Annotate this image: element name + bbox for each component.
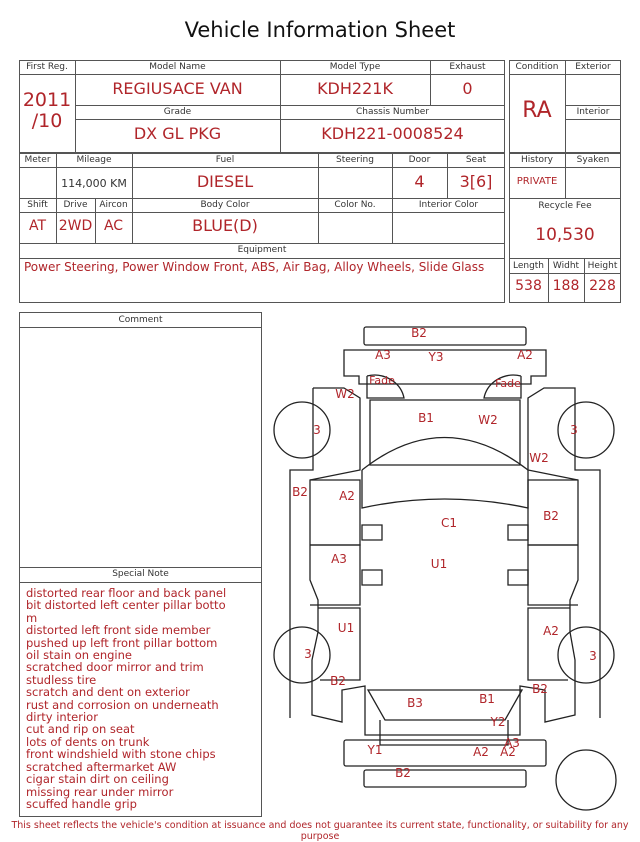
- tire-rear-left-shape: [274, 627, 330, 683]
- length-value: 538: [515, 278, 542, 294]
- special-note-item: bit distorted left center pillar botto: [26, 598, 226, 613]
- side-right-mid: [528, 545, 578, 605]
- step-left: [362, 570, 382, 585]
- meter-label: Meter: [24, 155, 51, 165]
- special-note-item: studless tire: [26, 672, 97, 687]
- history-label: History: [520, 155, 554, 165]
- mark-tire-front-left: 3: [313, 423, 321, 437]
- mark-door-left-a2: A2: [339, 489, 355, 503]
- door-label: Door: [408, 155, 431, 165]
- special-note-item: scratched aftermarket AW: [26, 759, 177, 774]
- mark-pillar-right: W2: [529, 451, 549, 465]
- history-value: PRIVATE: [516, 176, 558, 187]
- chassis-label: Chassis Number: [355, 107, 430, 117]
- roof-front-panel: [362, 470, 528, 508]
- mark-tail-b1: B1: [479, 692, 495, 706]
- mark-tail-y2: Y2: [490, 715, 506, 729]
- step-right: [508, 570, 528, 585]
- windshield-shape: [370, 400, 520, 465]
- comment-label: Comment: [118, 315, 163, 325]
- recycle-fee-value: 10,530: [535, 225, 595, 245]
- model-name-label: Model Name: [149, 62, 206, 72]
- mark-roof-b1: B1: [418, 411, 434, 425]
- recycle-fee-label: Recycle Fee: [538, 201, 592, 211]
- first-reg-month: /10: [31, 110, 63, 132]
- mark-fade-left: Fade: [369, 374, 395, 387]
- grade-label: Grade: [163, 107, 192, 117]
- tire-front-left-shape: [274, 402, 330, 458]
- special-note-item: distorted rear floor and back panel: [26, 586, 227, 600]
- mark-rear-left-b2: B2: [330, 674, 346, 688]
- interior-color-label: Interior Color: [418, 200, 479, 210]
- special-note-item: rust and corrosion on underneath: [26, 697, 219, 712]
- door-value: 4: [414, 172, 425, 191]
- special-note-item: dirty interior: [26, 710, 98, 725]
- mark-roof-w2: W2: [478, 413, 498, 427]
- width-value: 188: [552, 278, 580, 294]
- chassis-value: KDH221-0008524: [321, 124, 464, 143]
- width-label: Widht: [552, 261, 580, 271]
- mark-front-right: A2: [517, 348, 533, 362]
- special-note-item: scratched door mirror and trim: [26, 660, 204, 675]
- aircon-label: Aircon: [99, 200, 128, 210]
- mirror-right: [508, 525, 528, 540]
- height-label: Height: [587, 261, 618, 271]
- mileage-label: Mileage: [76, 155, 112, 165]
- equipment-value: Power Steering, Power Window Front, ABS, Air Bag, Alloy Wheels, Slide Glass: [24, 260, 485, 274]
- mark-front-left: A3: [375, 348, 391, 362]
- mark-tire-rear-right: 3: [589, 649, 597, 663]
- seat-label: Seat: [465, 155, 487, 165]
- mark-rear-a3: A3: [504, 736, 520, 750]
- drive-label: Drive: [63, 200, 88, 210]
- grade-value: DX GL PKG: [133, 124, 222, 143]
- disclaimer-footer: This sheet reflects the vehicle's condition at issuance and does not guarantee its current state, functionality, or suitability for any purpose: [11, 820, 629, 842]
- model-type-value: KDH221K: [317, 79, 393, 98]
- special-note-item: pushed up left front pillar bottom: [26, 635, 218, 650]
- mark-tire-rear-left: 3: [304, 647, 312, 661]
- body-color-label: Body Color: [200, 200, 250, 210]
- mileage-value: 114,000 KM: [61, 177, 127, 190]
- rear-step-shape: [364, 770, 526, 787]
- mark-front-center: Y3: [428, 350, 444, 364]
- first-reg-label: First Reg.: [26, 62, 68, 72]
- mark-rear-a2a: A2: [473, 745, 489, 759]
- exhaust-label: Exhaust: [449, 62, 486, 72]
- first-reg-year: 2011: [22, 89, 72, 111]
- seat-value: 3[6]: [459, 172, 493, 191]
- special-note-item: front windshield with stone chips: [26, 747, 216, 762]
- condition-value: RA: [522, 98, 552, 123]
- aircon-value: AC: [103, 218, 124, 234]
- height-value: 228: [589, 278, 616, 294]
- special-note-label: Special Note: [112, 569, 169, 579]
- shift-value: AT: [28, 218, 47, 234]
- special-note-item: missing rear under mirror: [26, 784, 174, 799]
- mark-rear-y1: Y1: [367, 743, 383, 757]
- special-note-item: oil stain on engine: [26, 648, 132, 663]
- body-outline-right: [310, 388, 600, 735]
- model-type-label: Model Type: [329, 62, 381, 72]
- special-note-item: m: [26, 610, 38, 625]
- tire-front-right-shape: [558, 402, 614, 458]
- exhaust-value: 0: [462, 79, 473, 98]
- mark-rear-left-u1: U1: [337, 621, 355, 635]
- tire-rear-right-shape: [558, 627, 614, 683]
- length-label: Length: [512, 261, 545, 271]
- mark-door-left-a3: A3: [331, 552, 347, 566]
- mark-floor-u1: U1: [430, 557, 448, 571]
- rear-left-door: [318, 608, 360, 680]
- fuel-label: Fuel: [215, 155, 235, 165]
- mark-roof-c1: C1: [440, 516, 458, 530]
- front-bumper-shape: [364, 327, 526, 345]
- page-title: Vehicle Information Sheet: [184, 18, 456, 42]
- mark-side-right-b2: B2: [543, 509, 559, 523]
- exterior-label: Exterior: [575, 62, 611, 72]
- syaken-label: Syaken: [576, 155, 610, 165]
- special-note-item: lots of dents on trunk: [26, 734, 150, 749]
- mark-tail-b3: B3: [407, 696, 423, 710]
- steering-label: Steering: [336, 155, 374, 165]
- spare-tire-shape: [556, 750, 616, 810]
- mark-rear-a2b: A2: [500, 745, 516, 759]
- mirror-left: [362, 525, 382, 540]
- drive-value: 2WD: [58, 218, 93, 234]
- special-note-item: scratch and dent on exterior: [26, 685, 190, 700]
- mark-bottom-bumper: B2: [395, 766, 411, 780]
- special-note-item: distorted left front side member: [26, 623, 211, 638]
- special-note-item: cut and rip on seat: [26, 722, 135, 737]
- special-note-item: cigar stain dirt on ceiling: [26, 772, 169, 787]
- mark-pillar-left: W2: [335, 387, 355, 401]
- mark-tire-front-right: 3: [570, 423, 578, 437]
- fuel-value: DIESEL: [196, 172, 254, 191]
- rear-right-door: [528, 608, 570, 680]
- body-color-value: BLUE(D): [192, 216, 258, 235]
- mark-side-left-b2: B2: [292, 485, 308, 499]
- equipment-label: Equipment: [237, 245, 287, 255]
- mark-fade-right: Fade: [495, 377, 521, 390]
- mark-rear-right-a2: A2: [543, 624, 559, 638]
- rear-glass: [380, 720, 508, 745]
- model-name-value: REGIUSACE VAN: [112, 79, 243, 98]
- color-no-label: Color No.: [334, 200, 376, 210]
- shift-label: Shift: [27, 200, 48, 210]
- mark-rear-right-b2: B2: [532, 682, 548, 696]
- mark-top-bumper: B2: [411, 326, 427, 340]
- special-note-item: scuffed handle grip: [26, 796, 137, 811]
- interior-label: Interior: [576, 107, 610, 117]
- condition-label: Condition: [515, 62, 559, 72]
